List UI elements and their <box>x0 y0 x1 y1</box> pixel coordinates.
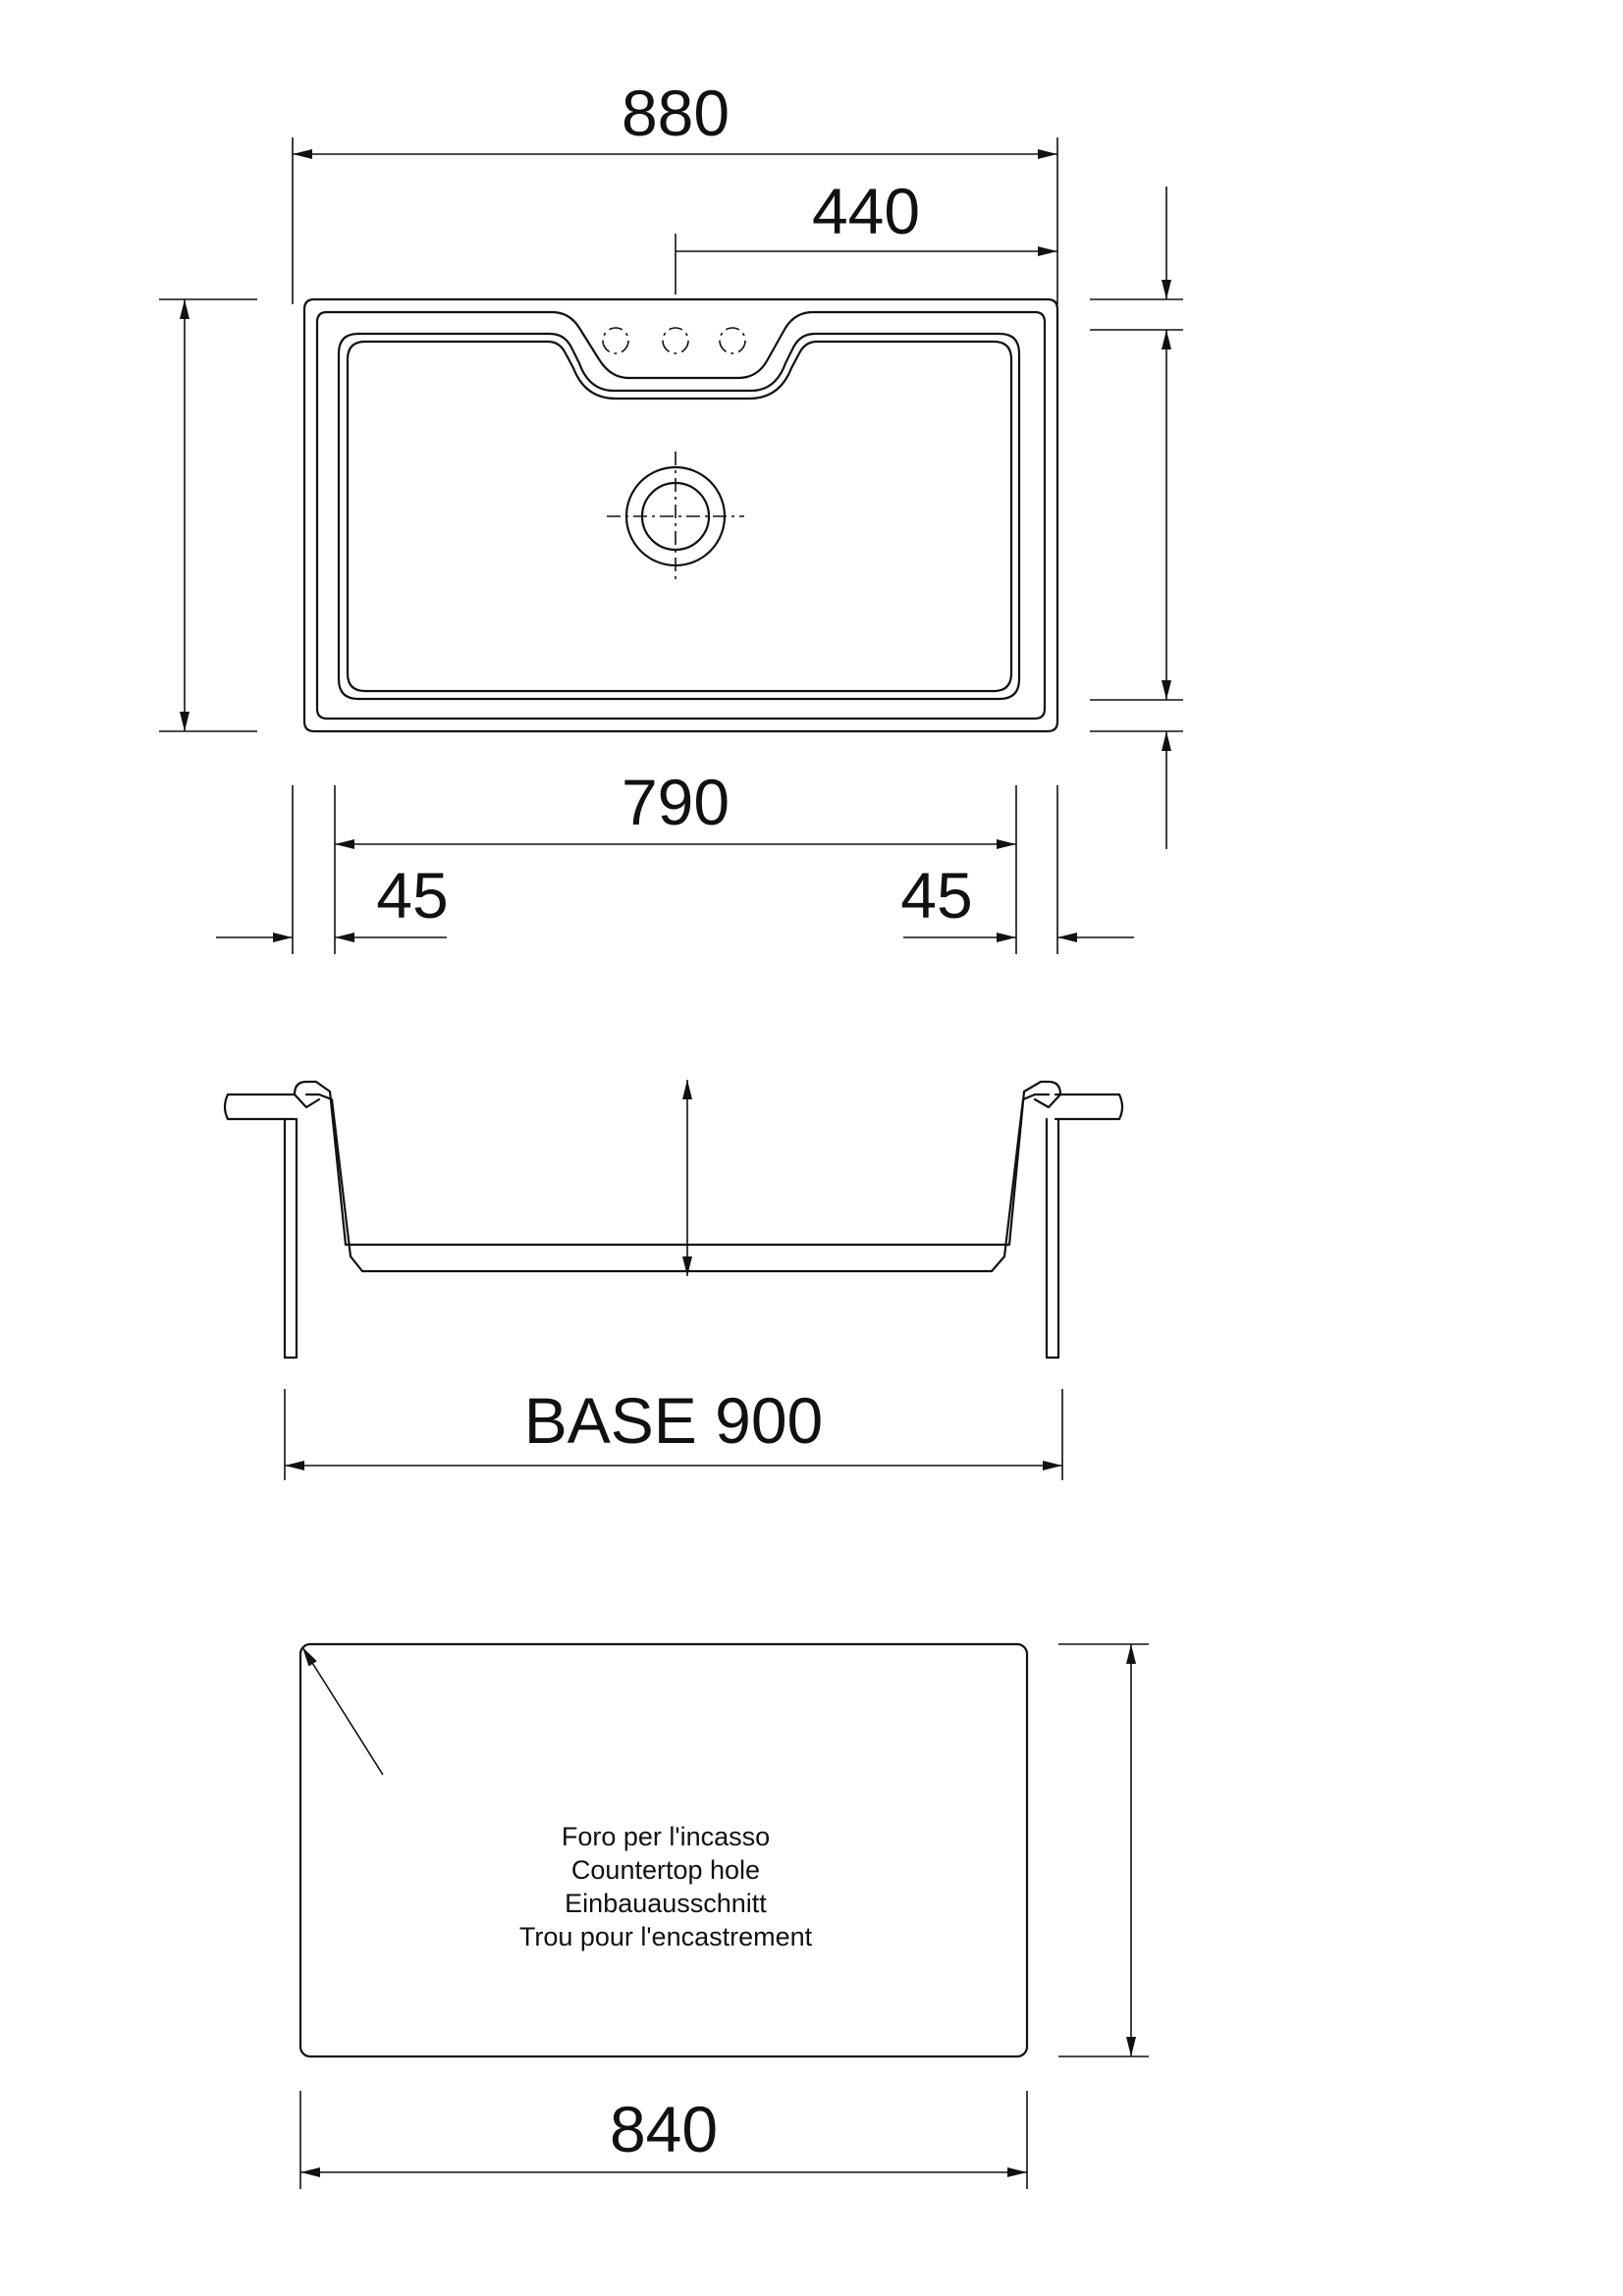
dim-tap-offset: 440 <box>811 175 921 247</box>
countertop-right <box>1055 1095 1122 1119</box>
dim-right-rim: 45 <box>900 859 973 932</box>
cutout-note-line-2: Countertop hole <box>570 1855 761 1885</box>
dim-bowl-width: 790 <box>621 766 730 838</box>
sink-rim-outline <box>317 312 1045 719</box>
tap-hole-center-icon <box>663 328 688 353</box>
dim-left-rim: 45 <box>376 859 449 932</box>
dim-overall-width: 880 <box>621 77 730 149</box>
cutout-note-line-1: Foro per l'incasso <box>561 1822 771 1851</box>
dim-cutout-width: 840 <box>609 2093 719 2165</box>
cutout-view <box>289 1644 1623 2296</box>
sink-outer-outline <box>304 299 1057 731</box>
support-leg-left <box>285 1119 297 1358</box>
top-view <box>0 77 1623 2296</box>
drain-icon <box>607 452 744 579</box>
sink-section-outer <box>295 1082 1060 1245</box>
countertop-left <box>225 1095 295 1119</box>
side-view <box>84 1080 1122 2296</box>
tap-hole-right-icon <box>720 328 745 353</box>
radius-leader <box>302 1647 383 1775</box>
cutout-note-line-3: Einbauausschnitt <box>565 1889 767 1918</box>
cutout-note-line-4: Trou pour l'encastrement <box>518 1922 813 1951</box>
tap-hole-left-icon <box>603 328 628 353</box>
support-leg-right <box>1047 1119 1058 1358</box>
sink-section-rim <box>295 1095 1060 1107</box>
dim-base-width: BASE 900 <box>523 1384 824 1457</box>
